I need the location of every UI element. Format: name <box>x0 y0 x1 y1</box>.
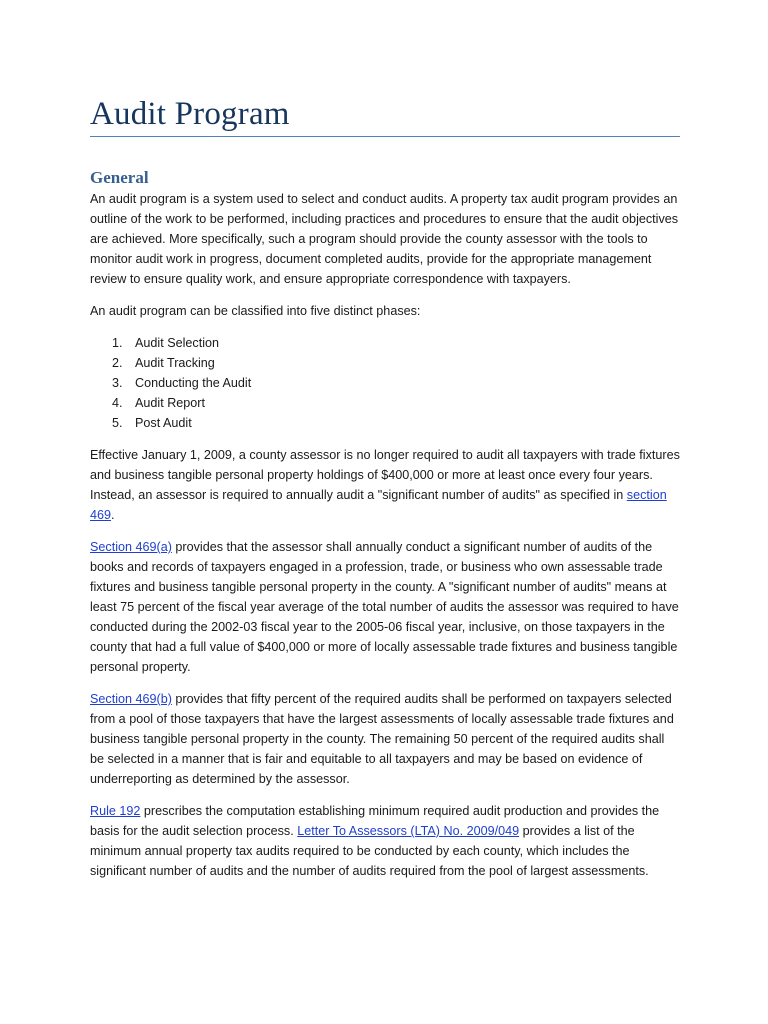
list-item-number: 3. <box>112 376 123 390</box>
effective-text: Effective January 1, 2009, a county assessor is no longer required to audit all taxpayers with trade fixtures and business tangible personal property holdings of $400,000 or more at least once every four years. Instead, an assessor is required to annually audit a "significant number of audits" as specified in <box>90 448 680 502</box>
list-item-number: 4. <box>112 396 123 410</box>
section-469a-text: provides that the assessor shall annually conduct a significant number of audits of the books and records of taxpayers engaged in a profession, trade, or business who own assessable trade fixtures and business tangible personal property in the county. A "significant number of audits" means at least 75 percent of the fiscal year average of the total number of audits the assessor was required to have conducted during the 2002-03 fiscal year to the 2005-06 fiscal year, inclusive, on those taxpayers in the county that had a full value of $400,000 or more of locally assessable trade fixtures and business tangible personal property. <box>90 540 679 674</box>
list-item-label: Audit Selection <box>135 336 220 350</box>
section-heading-general: General <box>90 168 149 187</box>
list-item <box>90 393 680 413</box>
document-title: Audit Program <box>90 96 290 132</box>
section-469-link[interactable]: section 469 <box>90 488 667 522</box>
list-item-number: 1. <box>112 336 123 350</box>
list-item-label: Audit Tracking <box>135 356 215 370</box>
section-469b-paragraph <box>90 689 680 789</box>
section-469a-link[interactable]: Section 469(a) <box>90 540 172 554</box>
list-item <box>90 333 680 353</box>
phases-intro-paragraph: An audit program can be classified into five distinct phases: <box>90 304 421 318</box>
document-page <box>90 0 680 881</box>
list-item-label: Conducting the Audit <box>135 376 252 390</box>
list-item <box>90 353 680 373</box>
rule-192-text: prescribes the computation establishing minimum required audit production and provides the basis for the audit selection process. <box>90 804 660 838</box>
intro-paragraph: An audit program is a system used to select and conduct audits. A property tax audit program provides an outline of the work to be performed, including practices and procedures to ensure that the audit objectives are achieved. More specifically, such a program should provide the county assessor with the tools to monitor audit work in progress, document completed audits, provide for the appropriate management review to ensure quality work, and ensure appropriate correspondence with taxpayers. <box>90 192 679 286</box>
list-item-number: 5. <box>112 416 123 430</box>
section-469b-text: provides that fifty percent of the required audits shall be performed on taxpayers selected from a pool of those taxpayers that have the largest assessments of locally assessable trade fixtures and business tangible personal property in the county. The remaining 50 percent of the required audits shall be selected in a manner that is fair and equitable to all taxpayers and may be based on evidence of underreporting as determined by the assessor. <box>90 692 674 786</box>
list-item-number: 2. <box>112 356 123 370</box>
title-underline <box>90 136 680 137</box>
lta-text: provides a list of the minimum annual property tax audits required to be conducted by each county, which includes the significant number of audits and the number of audits required from the pool of largest assessments. <box>90 824 649 878</box>
lta-2009-049-link[interactable]: Letter To Assessors (LTA) No. 2009/049 <box>297 824 520 838</box>
section-469a-paragraph <box>90 537 680 677</box>
effective-end: . <box>111 508 115 522</box>
list-item-label: Post Audit <box>135 416 192 430</box>
list-item-label: Audit Report <box>135 396 206 410</box>
section-469b-link[interactable]: Section 469(b) <box>90 692 172 706</box>
rule-192-paragraph <box>90 801 680 881</box>
effective-date-paragraph <box>90 445 680 525</box>
phases-list <box>90 333 680 433</box>
rule-192-link[interactable]: Rule 192 <box>90 804 141 818</box>
list-item <box>90 373 680 393</box>
list-item <box>90 413 680 433</box>
